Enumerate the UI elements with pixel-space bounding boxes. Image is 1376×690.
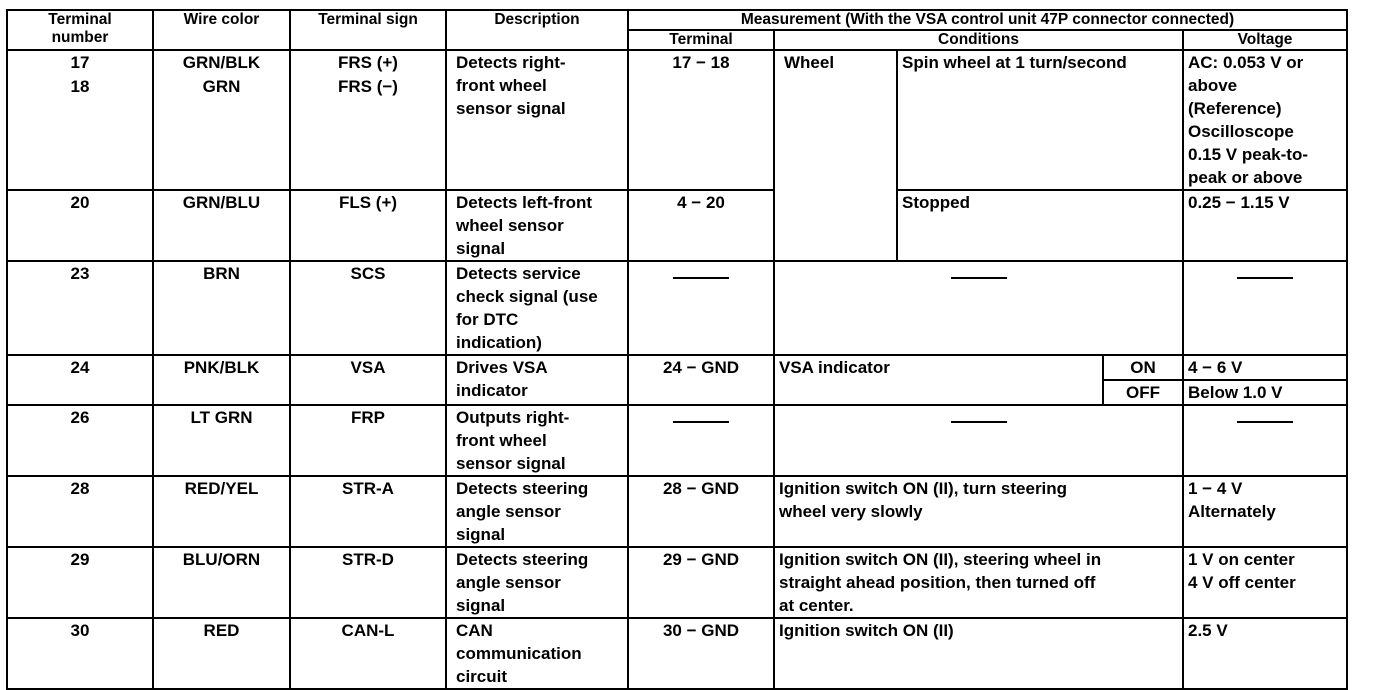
terminal-number: 28 xyxy=(7,476,153,547)
measure-terminal: 28 − GND xyxy=(628,476,774,547)
header-terminal-number: Terminal number xyxy=(7,10,153,50)
description: Detects service check signal (use for DTC indication) xyxy=(446,261,628,355)
header-description: Description xyxy=(446,10,628,50)
condition: Spin wheel at 1 turn/second xyxy=(897,50,1183,190)
table-row xyxy=(7,190,1347,261)
terminal-number: 23 xyxy=(7,261,153,355)
wire-color: GRN xyxy=(153,75,290,190)
measure-terminal-empty xyxy=(628,261,774,355)
measure-terminal: 24 − GND xyxy=(628,355,774,405)
description: Detects right- front wheel sensor signal xyxy=(446,50,628,190)
terminal-sign: STR-A xyxy=(290,476,446,547)
dash-line xyxy=(951,277,1007,279)
voltage: 0.25 − 1.15 V xyxy=(1183,190,1347,261)
description: CAN communication circuit xyxy=(446,618,628,689)
wire-color: BRN xyxy=(153,261,290,355)
state-on: ON xyxy=(1103,355,1183,380)
dash-line xyxy=(1237,421,1293,423)
terminal-sign: CAN-L xyxy=(290,618,446,689)
terminal-number: 17 xyxy=(7,50,153,75)
terminal-sign: FLS (+) xyxy=(290,190,446,261)
measure-terminal: 4 − 20 xyxy=(628,190,774,261)
condition-empty xyxy=(774,405,1183,476)
table-row xyxy=(7,355,1347,380)
dash-line xyxy=(673,421,729,423)
wire-color: BLU/ORN xyxy=(153,547,290,618)
wire-color: PNK/BLK xyxy=(153,355,290,405)
voltage: AC: 0.053 V or above (Reference) Oscilloscope 0.15 V peak-to- peak or above xyxy=(1183,50,1347,190)
terminal-number: 30 xyxy=(7,618,153,689)
header-voltage: Voltage xyxy=(1183,30,1347,50)
description: Detects steering angle sensor signal xyxy=(446,476,628,547)
table-row xyxy=(7,618,1347,689)
header-terminal: Terminal xyxy=(628,30,774,50)
description: Detects left-front wheel sensor signal xyxy=(446,190,628,261)
voltage: 1 − 4 V Alternately xyxy=(1183,476,1347,547)
state-off: OFF xyxy=(1103,380,1183,405)
voltage-empty xyxy=(1183,261,1347,355)
table-row xyxy=(7,547,1347,618)
voltage: 2.5 V xyxy=(1183,618,1347,689)
dash-line xyxy=(951,421,1007,423)
description: Outputs right- front wheel sensor signal xyxy=(446,405,628,476)
terminal-number: 29 xyxy=(7,547,153,618)
condition: Stopped xyxy=(897,190,1183,261)
voltage-off: Below 1.0 V xyxy=(1183,380,1347,405)
voltage-on: 4 − 6 V xyxy=(1183,355,1347,380)
condition-empty xyxy=(774,261,1183,355)
terminal-table-wrapper xyxy=(6,9,1348,690)
condition: Ignition switch ON (II), turn steering wheel very slowly xyxy=(774,476,1183,547)
terminal-sign: STR-D xyxy=(290,547,446,618)
condition: Ignition switch ON (II) xyxy=(774,618,1183,689)
measure-terminal: 29 − GND xyxy=(628,547,774,618)
dash-line xyxy=(673,277,729,279)
wire-color: GRN/BLK xyxy=(153,50,290,75)
wire-color: GRN/BLU xyxy=(153,190,290,261)
measure-terminal-empty xyxy=(628,405,774,476)
terminal-sign: SCS xyxy=(290,261,446,355)
terminal-number: 20 xyxy=(7,190,153,261)
header-measurement: Measurement (With the VSA control unit 47P connector connected) xyxy=(628,10,1347,30)
condition: VSA indicator xyxy=(774,355,1103,405)
terminal-sign: FRP xyxy=(290,405,446,476)
terminal-number: 26 xyxy=(7,405,153,476)
dash-line xyxy=(1237,277,1293,279)
voltage-empty xyxy=(1183,405,1347,476)
terminal-sign: FRS (+) xyxy=(290,50,446,75)
table-row xyxy=(7,261,1347,355)
terminal-number: 18 xyxy=(7,75,153,190)
wire-color: RED xyxy=(153,618,290,689)
measure-terminal: 30 − GND xyxy=(628,618,774,689)
description: Drives VSA indicator xyxy=(446,355,628,405)
table-row xyxy=(7,50,1347,75)
measure-terminal: 17 − 18 xyxy=(628,50,774,190)
vsa-terminal-table xyxy=(6,9,1348,690)
terminal-sign: FRS (−) xyxy=(290,75,446,190)
terminal-number: 24 xyxy=(7,355,153,405)
header-terminal-sign: Terminal sign xyxy=(290,10,446,50)
wire-color: RED/YEL xyxy=(153,476,290,547)
header-wire-color: Wire color xyxy=(153,10,290,50)
condition: Ignition switch ON (II), steering wheel in straight ahead position, then turned off at center. xyxy=(774,547,1183,618)
table-row xyxy=(7,476,1347,547)
header-conditions: Conditions xyxy=(774,30,1183,50)
condition-group-wheel: Wheel xyxy=(774,50,897,261)
voltage: 1 V on center 4 V off center xyxy=(1183,547,1347,618)
terminal-sign: VSA xyxy=(290,355,446,405)
wire-color: LT GRN xyxy=(153,405,290,476)
table-row xyxy=(7,405,1347,476)
description: Detects steering angle sensor signal xyxy=(446,547,628,618)
